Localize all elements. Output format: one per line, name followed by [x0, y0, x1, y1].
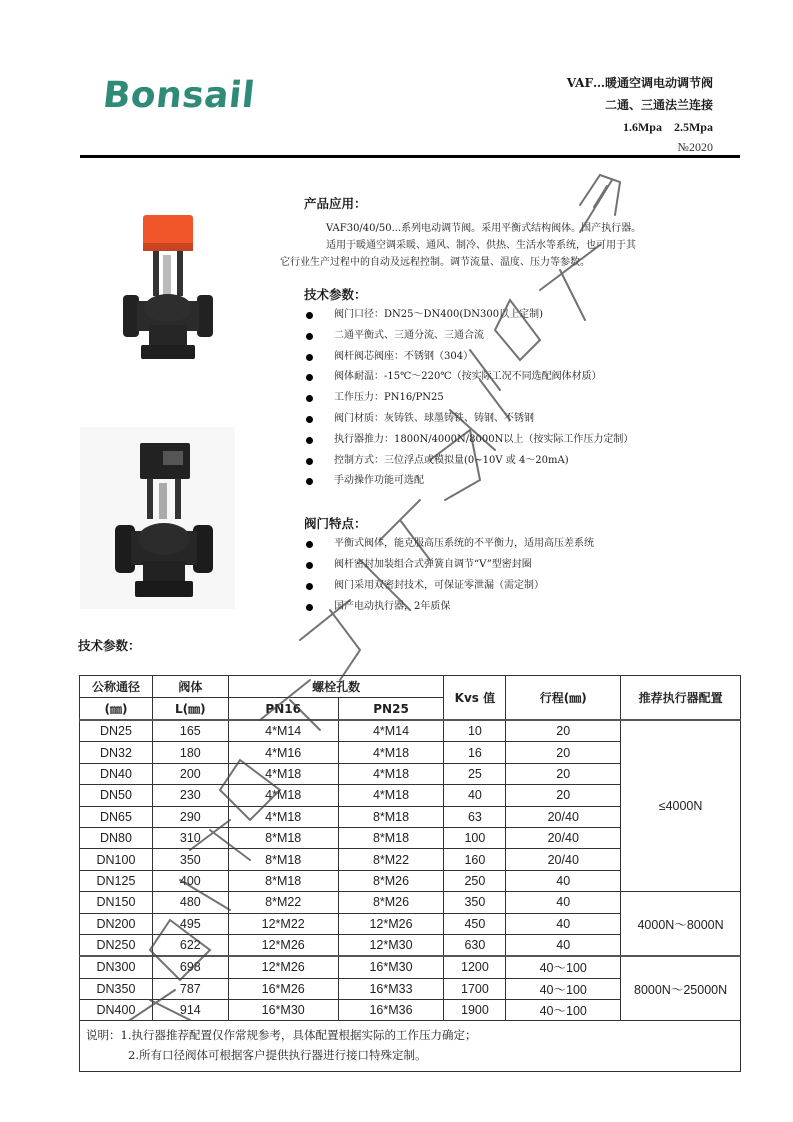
cell-l: 622: [152, 934, 228, 956]
cell-stroke: 40: [506, 870, 621, 891]
spec-table: [79, 675, 741, 1072]
col-header-actuator: 推荐执行器配置: [621, 676, 741, 721]
cell-stroke: 20: [506, 785, 621, 806]
features-list: [304, 534, 744, 617]
list-item: 二通平衡式、三通分流、三通合流: [304, 326, 744, 347]
cell-dn: DN400: [80, 1000, 153, 1021]
note-line-1: 说明：1.执行器推荐配置仅作常规参考，具体配置根据实际的工作压力确定；: [86, 1028, 477, 1043]
table-title: 技术参数：: [78, 638, 141, 653]
cell-dn: DN100: [80, 849, 153, 870]
cell-l: 290: [152, 806, 228, 827]
cell-kvs: 160: [444, 849, 506, 870]
col-header-kvs: Kvs 值: [444, 676, 506, 721]
table-header-row: [80, 676, 741, 698]
table-row: [80, 720, 741, 742]
cell-stroke: 40: [506, 913, 621, 934]
cell-dn: DN300: [80, 956, 153, 978]
cell-kvs: 1200: [444, 956, 506, 978]
cell-l: 200: [152, 763, 228, 784]
cell-stroke: 20: [506, 742, 621, 763]
cell-pn16: 8*M18: [228, 870, 338, 891]
cell-pn25: 8*M18: [338, 827, 444, 848]
table-row: [80, 892, 741, 913]
col-header-body: 阀体: [152, 676, 228, 698]
cell-dn: DN200: [80, 913, 153, 934]
bullet-icon: [306, 458, 313, 465]
cell-actuator-group: 8000N～25000N: [621, 956, 741, 1021]
cell-pn25: 8*M26: [338, 892, 444, 913]
cell-l: 495: [152, 913, 228, 934]
cell-pn16: 8*M18: [228, 827, 338, 848]
cell-dn: DN250: [80, 934, 153, 956]
cell-l: 698: [152, 956, 228, 978]
application-para-3: 它行业生产过程中的自动及远程控制。调节流量、温度、压力等参数。: [280, 257, 590, 268]
col-header-pn16: PN16: [228, 698, 338, 721]
cell-kvs: 630: [444, 934, 506, 956]
cell-stroke: 20: [506, 720, 621, 742]
features-title: 阀门特点：: [304, 516, 367, 532]
list-item: 阀门采用双密封技术，可保证零泄漏（需定制）: [304, 576, 744, 597]
cell-kvs: 16: [444, 742, 506, 763]
cell-kvs: 250: [444, 870, 506, 891]
cell-dn: DN25: [80, 720, 153, 742]
cell-dn: DN32: [80, 742, 153, 763]
cell-kvs: 1700: [444, 978, 506, 999]
cell-stroke: 40～100: [506, 1000, 621, 1021]
cell-pn25: 8*M18: [338, 806, 444, 827]
col-header-pn25: PN25: [338, 698, 444, 721]
bullet-icon: [306, 437, 313, 444]
cell-kvs: 10: [444, 720, 506, 742]
cell-pn16: 4*M14: [228, 720, 338, 742]
cell-l: 180: [152, 742, 228, 763]
bullet-icon: [306, 416, 313, 423]
list-item: 阀门材质：灰铸铁、球墨铸铁、铸钢、不锈钢: [304, 409, 744, 430]
document-number: №2020: [677, 140, 713, 154]
table-note-row: [80, 1021, 741, 1072]
cell-kvs: 25: [444, 763, 506, 784]
bullet-icon: [306, 312, 313, 319]
cell-pn25: 8*M26: [338, 870, 444, 891]
cell-pn16: 4*M18: [228, 806, 338, 827]
cell-pn16: 12*M26: [228, 956, 338, 978]
cell-kvs: 350: [444, 892, 506, 913]
col-header-dn-unit: (㎜): [80, 698, 153, 721]
cell-pn16: 4*M16: [228, 742, 338, 763]
cell-pn25: 12*M30: [338, 934, 444, 956]
cell-stroke: 40: [506, 892, 621, 913]
application-title: 产品应用：: [304, 196, 367, 211]
cell-pn16: 8*M22: [228, 892, 338, 913]
cell-pn25: 12*M26: [338, 913, 444, 934]
list-item: 手动操作功能可选配: [304, 471, 744, 492]
cell-pn25: 16*M30: [338, 956, 444, 978]
product-title: VAF…暖通空调电动调节阀: [566, 76, 713, 90]
cell-stroke: 40～100: [506, 978, 621, 999]
list-item: 阀杆密封加装组合式弹簧自调节“V”型密封圈: [304, 555, 744, 576]
valve-orange-actuator-image: [105, 205, 230, 370]
cell-pn25: 4*M18: [338, 763, 444, 784]
cell-stroke: 20/40: [506, 849, 621, 870]
list-item: 国产电动执行器，2年质保: [304, 597, 744, 618]
cell-dn: DN125: [80, 870, 153, 891]
bullet-icon: [306, 354, 313, 361]
note-line-2: 2.所有口径阀体可根据客户提供执行器进行接口特殊定制。: [128, 1048, 427, 1063]
cell-actuator-group: 4000N～8000N: [621, 892, 741, 957]
product-description: [280, 194, 744, 617]
cell-kvs: 1900: [444, 1000, 506, 1021]
cell-pn16: 16*M30: [228, 1000, 338, 1021]
list-item: 阀杆阀芯阀座：不锈钢（304）: [304, 347, 744, 368]
col-header-bolts: 螺栓孔数: [228, 676, 444, 698]
cell-dn: DN80: [80, 827, 153, 848]
cell-stroke: 20: [506, 763, 621, 784]
header-divider: [80, 155, 740, 158]
cell-l: 310: [152, 827, 228, 848]
cell-l: 914: [152, 1000, 228, 1021]
product-subtitle: 二通、三通法兰连接: [604, 98, 713, 112]
cell-stroke: 40: [506, 934, 621, 956]
application-para-2: 适用于暖通空调采暖、通风、制冷、供热、生活水等系统，也可用于其: [326, 240, 636, 251]
brand-logo: Bonsail: [100, 75, 257, 116]
cell-pn16: 16*M26: [228, 978, 338, 999]
tech-params-list: [304, 305, 744, 492]
cell-kvs: 100: [444, 827, 506, 848]
table-note: [80, 1021, 741, 1072]
cell-l: 787: [152, 978, 228, 999]
cell-kvs: 450: [444, 913, 506, 934]
cell-l: 230: [152, 785, 228, 806]
cell-l: 480: [152, 892, 228, 913]
cell-stroke: 40～100: [506, 956, 621, 978]
cell-pn25: 4*M18: [338, 742, 444, 763]
cell-pn25: 16*M36: [338, 1000, 444, 1021]
cell-pn16: 12*M26: [228, 934, 338, 956]
cell-l: 165: [152, 720, 228, 742]
cell-dn: DN50: [80, 785, 153, 806]
cell-dn: DN150: [80, 892, 153, 913]
cell-actuator-group: ≤4000N: [621, 720, 741, 892]
list-item: 执行器推力：1800N/4000N/8000N以上（按实际工作压力定制）: [304, 430, 744, 451]
bullet-icon: [306, 395, 313, 402]
cell-pn16: 12*M22: [228, 913, 338, 934]
cell-pn16: 4*M18: [228, 785, 338, 806]
bullet-icon: [306, 478, 313, 485]
cell-l: 400: [152, 870, 228, 891]
valve-black-actuator-image: [75, 425, 240, 615]
table-row: [80, 956, 741, 978]
col-header-stroke: 行程(㎜): [506, 676, 621, 721]
cell-dn: DN40: [80, 763, 153, 784]
cell-pn25: 8*M22: [338, 849, 444, 870]
list-item: 工作压力：PN16/PN25: [304, 388, 744, 409]
cell-pn25: 4*M14: [338, 720, 444, 742]
cell-pn16: 8*M18: [228, 849, 338, 870]
bullet-icon: [306, 333, 313, 340]
cell-stroke: 20/40: [506, 827, 621, 848]
pressure-rating: 1.6Mpa 2.5Mpa: [622, 120, 713, 134]
cell-pn25: 16*M33: [338, 978, 444, 999]
bullet-icon: [306, 583, 313, 590]
col-header-body-unit: L(㎜): [152, 698, 228, 721]
cell-kvs: 63: [444, 806, 506, 827]
cell-pn16: 4*M18: [228, 763, 338, 784]
cell-kvs: 40: [444, 785, 506, 806]
list-item: 控制方式：三位浮点或模拟量(0~10V 或 4～20mA): [304, 451, 744, 472]
bullet-icon: [306, 541, 313, 548]
bullet-icon: [306, 562, 313, 569]
list-item: 阀体耐温：-15℃～220℃（按实际工况不同选配阀体材质）: [304, 367, 744, 388]
cell-pn25: 4*M18: [338, 785, 444, 806]
cell-stroke: 20/40: [506, 806, 621, 827]
cell-dn: DN65: [80, 806, 153, 827]
list-item: 平衡式阀体，能克服高压系统的不平衡力，适用高压差系统: [304, 534, 744, 555]
bullet-icon: [306, 374, 313, 381]
list-item: 阀门口径：DN25～DN400(DN300以上定制): [304, 305, 744, 326]
document-header: [567, 72, 713, 156]
cell-dn: DN350: [80, 978, 153, 999]
bullet-icon: [306, 604, 313, 611]
application-para-1: VAF30/40/50...系列电动调节阀。采用平衡式结构阀体。国产执行器。: [326, 223, 642, 234]
cell-l: 350: [152, 849, 228, 870]
tech-params-title: 技术参数：: [304, 287, 367, 302]
col-header-dn: 公称通径: [80, 676, 153, 698]
